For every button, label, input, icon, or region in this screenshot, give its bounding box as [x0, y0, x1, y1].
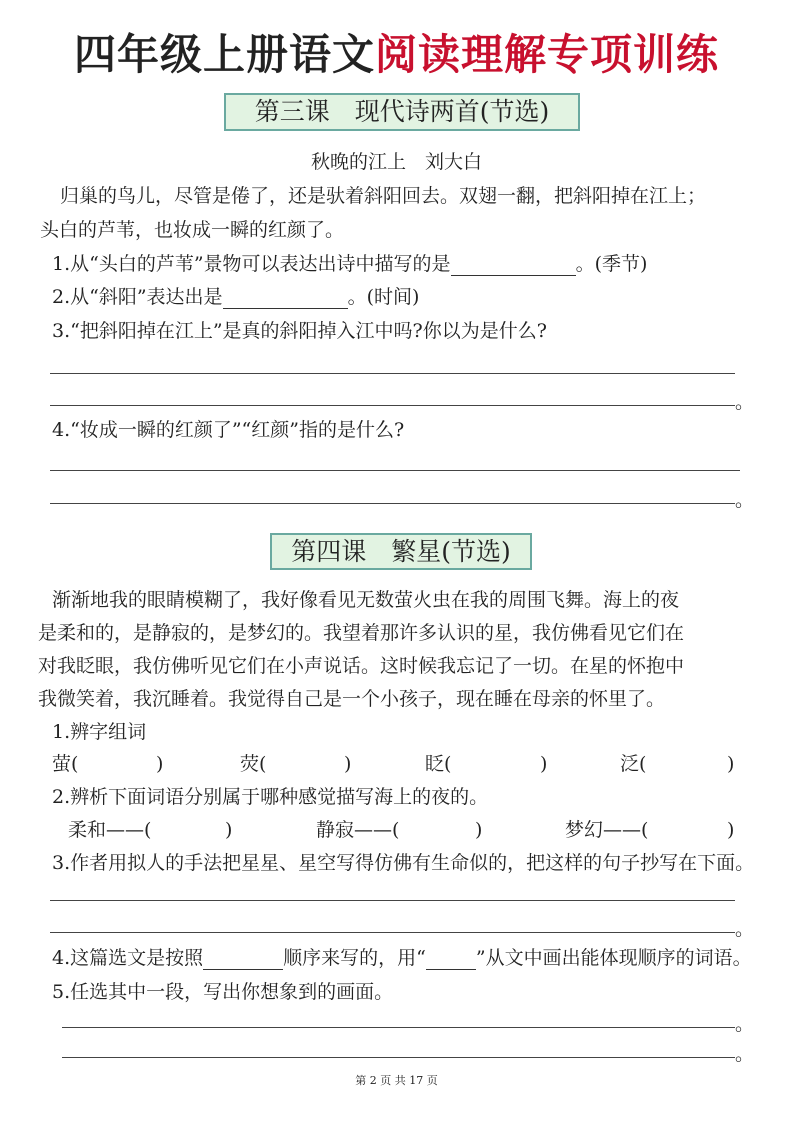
- period: 。: [735, 489, 755, 511]
- char-item: 眨(: [425, 753, 452, 775]
- question-2: [52, 285, 419, 309]
- answer-line[interactable]: [62, 1057, 735, 1058]
- answer-blank[interactable]: [451, 255, 576, 276]
- close-paren: ): [727, 753, 735, 775]
- passage-line: 我微笑着，我沉睡着。我觉得自己是一个小孩子，现在睡在母亲的怀里了。: [38, 688, 666, 710]
- question-4: 4.“妆成一瞬的红颜了”“红颜”指的是什么?: [52, 419, 405, 441]
- poem-title: 秋晚的江上 刘大白: [310, 151, 482, 173]
- period: 。: [735, 1043, 755, 1065]
- passage-line: 渐渐地我的眼睛模糊了，我好像看见无数萤火虫在我的周围飞舞。海上的夜: [52, 589, 680, 611]
- close-paren: ): [540, 753, 548, 775]
- l4-question-4: [52, 946, 752, 970]
- l4-question-1: 1.辨字组词: [52, 721, 147, 743]
- period: 。: [735, 918, 755, 940]
- question-hint: 。(季节): [575, 253, 648, 275]
- l4-question-5: 5.任选其中一段，写出你想象到的画面。: [52, 981, 394, 1003]
- close-paren: ): [156, 753, 164, 775]
- answer-blank[interactable]: [426, 949, 476, 970]
- answer-line[interactable]: [50, 405, 735, 406]
- title-red: 阅读理解专项训练: [375, 30, 720, 79]
- answer-line[interactable]: [62, 1027, 735, 1028]
- l4-question-3: 3.作者用拟人的手法把星星、星空写得仿佛有生命似的，把这样的句子抄写在下面。: [52, 852, 755, 874]
- title-black: 四年级上册语文: [73, 30, 375, 79]
- answer-line[interactable]: [50, 470, 740, 471]
- passage-line: 归巢的鸟儿，尽管是倦了，还是驮着斜阳回去。双翅一翻，把斜阳掉在江上；: [60, 185, 707, 207]
- answer-line[interactable]: [50, 900, 735, 901]
- question-text: 2.从“斜阳”表达出是: [52, 286, 223, 308]
- close-paren: ): [344, 753, 352, 775]
- question-1: [52, 252, 647, 276]
- lesson4-heading: 第四课 繁星(节选): [270, 533, 532, 570]
- answer-line[interactable]: [50, 503, 735, 504]
- question-text: ”从文中画出能体现顺序的词语。: [475, 947, 752, 969]
- char-item: 萤(: [52, 753, 79, 775]
- period: 。: [735, 391, 755, 413]
- period: 。: [735, 1013, 755, 1035]
- sense-item: 柔和——(: [68, 819, 152, 841]
- close-paren: ): [225, 819, 233, 841]
- close-paren: ): [727, 819, 735, 841]
- lesson3-heading: 第三课 现代诗两首(节选): [224, 93, 580, 131]
- answer-blank[interactable]: [223, 288, 348, 309]
- question-text: 1.从“头白的芦苇”景物可以表达出诗中描写的是: [52, 253, 451, 275]
- question-hint: 。(时间): [347, 286, 420, 308]
- page-title: [0, 22, 793, 82]
- answer-blank[interactable]: [203, 949, 283, 970]
- l4-question-2: 2.辨析下面词语分别属于哪种感觉描写海上的夜的。: [52, 786, 489, 808]
- answer-line[interactable]: [50, 373, 735, 374]
- passage-line: 头白的芦苇，也妆成一瞬的红颜了。: [40, 219, 345, 241]
- passage-line: 是柔和的，是静寂的，是梦幻的。我望着那许多认识的星，我仿佛看见它们在: [38, 622, 685, 644]
- char-item: 泛(: [620, 753, 647, 775]
- page-footer: 第 2 页 共 17 页: [355, 1074, 438, 1087]
- answer-line[interactable]: [50, 932, 735, 933]
- char-item: 荧(: [240, 753, 267, 775]
- sense-item: 梦幻——(: [565, 819, 649, 841]
- question-text: 4.这篇选文是按照: [52, 947, 204, 969]
- passage-line: 对我眨眼，我仿佛听见它们在小声说话。这时候我忘记了一切。在星的怀抱中: [38, 655, 685, 677]
- close-paren: ): [475, 819, 483, 841]
- sense-item: 静寂——(: [316, 819, 400, 841]
- question-text: 顺序来写的，用“: [283, 947, 426, 969]
- question-3: 3.“把斜阳掉在江上”是真的斜阳掉入江中吗?你以为是什么?: [52, 320, 547, 342]
